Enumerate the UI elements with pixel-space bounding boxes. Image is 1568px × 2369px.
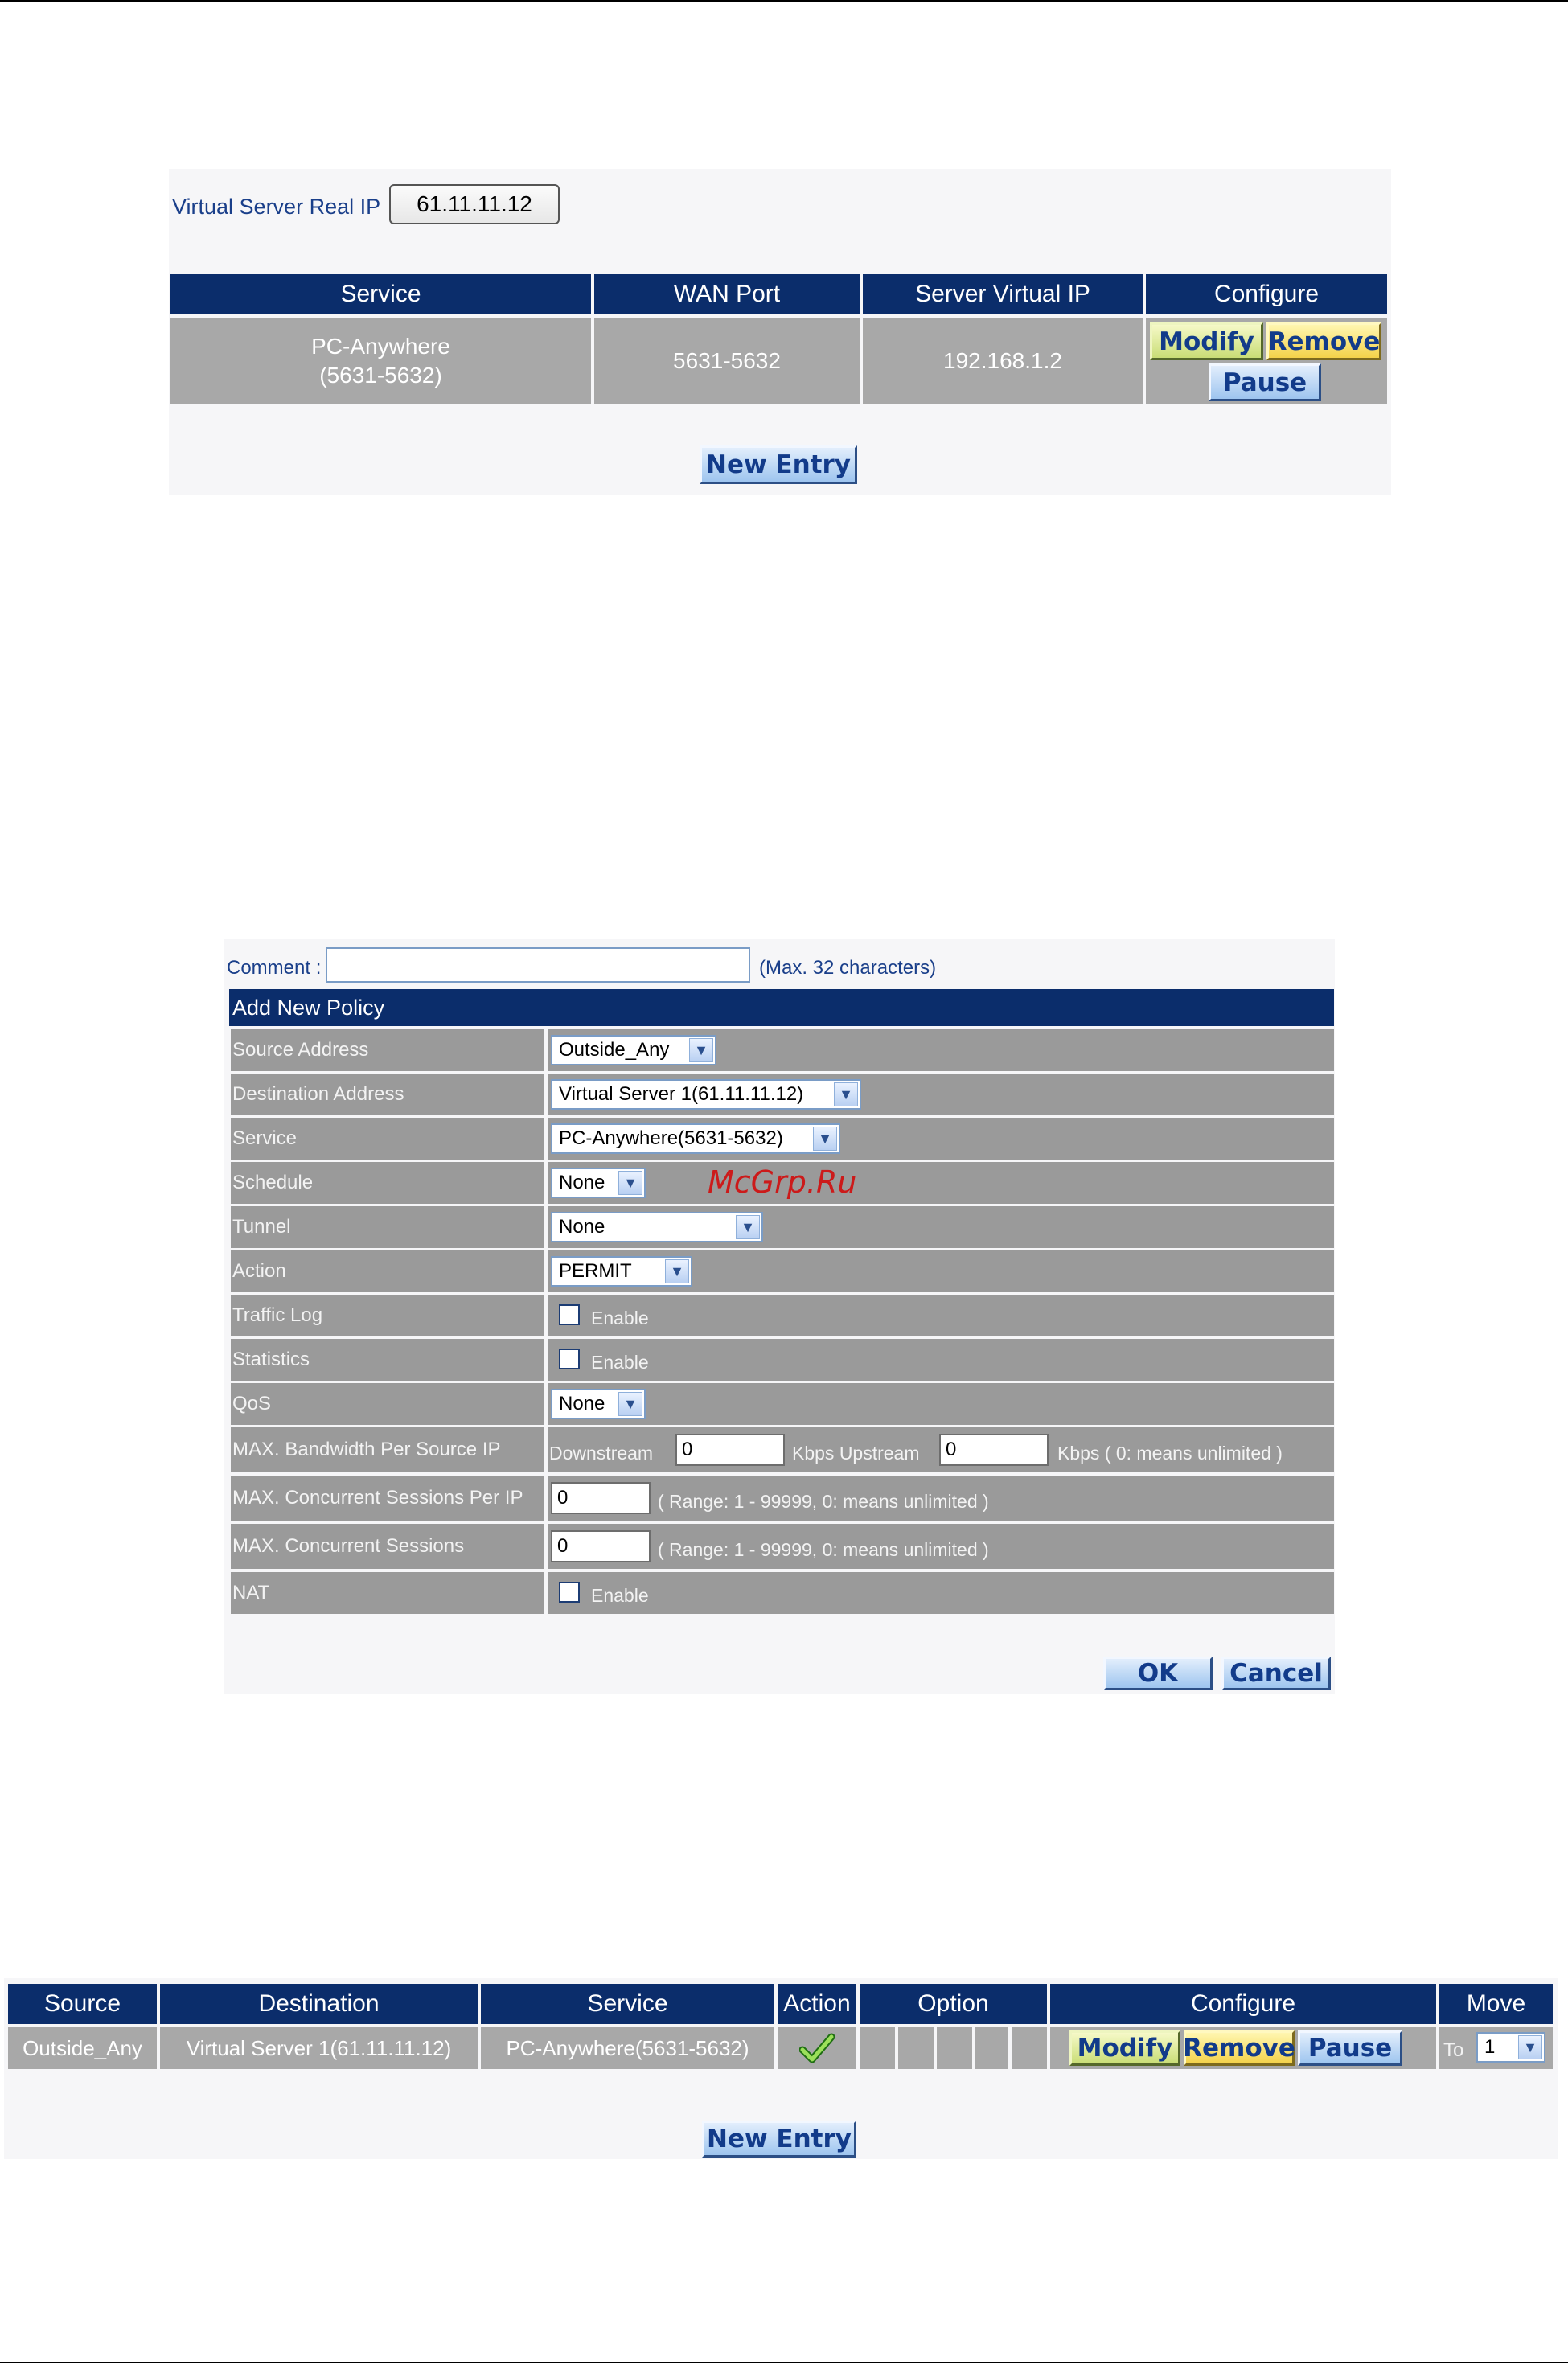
new-entry-button[interactable]: New Entry bbox=[700, 445, 857, 484]
real-ip-button[interactable]: 61.11.11.12 bbox=[389, 184, 560, 224]
header-source: Source bbox=[8, 1984, 157, 2024]
cell-wan-port: 5631-5632 bbox=[594, 318, 860, 404]
header-service: Service bbox=[170, 274, 591, 314]
schedule-label: Schedule bbox=[231, 1162, 544, 1204]
source-address-label: Source Address bbox=[231, 1029, 544, 1071]
header-configure: Configure bbox=[1050, 1984, 1436, 2024]
service-ports: (5631-5632) bbox=[319, 363, 442, 388]
max-sessions-per-ip-input[interactable]: 0 bbox=[551, 1482, 651, 1514]
traffic-log-label: Traffic Log bbox=[231, 1295, 544, 1336]
form-title: Add New Policy bbox=[229, 989, 1334, 1026]
chevron-down-icon: ▼ bbox=[665, 1259, 689, 1283]
option-cell bbox=[937, 2027, 972, 2069]
nat-enable-label: Enable bbox=[591, 1585, 649, 1606]
schedule-select[interactable] bbox=[551, 1168, 646, 1198]
policy-new-entry-button[interactable]: New Entry bbox=[702, 2121, 856, 2158]
move-to-label: To bbox=[1443, 2039, 1464, 2061]
tunnel-select[interactable] bbox=[551, 1212, 763, 1242]
downstream-input[interactable]: 0 bbox=[675, 1434, 785, 1466]
action-select[interactable] bbox=[551, 1256, 692, 1287]
checkmark-icon bbox=[799, 2032, 835, 2064]
chevron-down-icon: ▼ bbox=[834, 1082, 858, 1106]
traffic-log-enable-label: Enable bbox=[591, 1308, 649, 1328]
statistics-row bbox=[548, 1339, 1334, 1381]
header-destination: Destination bbox=[160, 1984, 478, 2024]
header-move: Move bbox=[1439, 1984, 1553, 2024]
header-server-virtual-ip: Server Virtual IP bbox=[863, 274, 1143, 314]
row-service: PC-Anywhere(5631-5632) bbox=[481, 2027, 774, 2069]
max-sessions-per-ip-hint: ( Range: 1 - 99999, 0: means unlimited ) bbox=[658, 1491, 989, 1512]
header-option: Option bbox=[860, 1984, 1047, 2024]
top-rule bbox=[0, 0, 1568, 2]
option-cell bbox=[860, 2027, 895, 2069]
header-wan-port: WAN Port bbox=[594, 274, 860, 314]
service-name: PC-Anywhere bbox=[311, 334, 450, 359]
destination-address-row bbox=[548, 1074, 1334, 1115]
cancel-button[interactable]: Cancel bbox=[1221, 1657, 1331, 1690]
chevron-down-icon: ▼ bbox=[618, 1171, 642, 1195]
option-cell bbox=[975, 2027, 1008, 2069]
qos-value: None bbox=[559, 1393, 605, 1414]
service-select[interactable] bbox=[551, 1123, 840, 1154]
service-value: PC-Anywhere(5631-5632) bbox=[559, 1127, 783, 1149]
max-sessions-hint: ( Range: 1 - 99999, 0: means unlimited ) bbox=[658, 1539, 989, 1560]
move-select[interactable] bbox=[1476, 2032, 1545, 2063]
nat-checkbox[interactable] bbox=[559, 1582, 580, 1603]
watermark: McGrp.Ru bbox=[708, 1164, 857, 1200]
policy-pause-button[interactable]: Pause bbox=[1298, 2030, 1402, 2066]
action-row bbox=[548, 1250, 1334, 1292]
destination-address-value: Virtual Server 1(61.11.11.12) bbox=[559, 1083, 804, 1105]
action-value: PERMIT bbox=[559, 1260, 632, 1282]
nat-row bbox=[548, 1572, 1334, 1614]
comment-input[interactable] bbox=[326, 947, 750, 983]
header-action: Action bbox=[778, 1984, 856, 2024]
statistics-enable-label: Enable bbox=[591, 1352, 649, 1373]
service-label: Service bbox=[231, 1118, 544, 1160]
max-bandwidth-label: MAX. Bandwidth Per Source IP bbox=[231, 1427, 544, 1472]
statistics-label: Statistics bbox=[231, 1339, 544, 1381]
tunnel-row bbox=[548, 1206, 1334, 1248]
chevron-down-icon: ▼ bbox=[736, 1215, 760, 1239]
row-destination: Virtual Server 1(61.11.11.12) bbox=[160, 2027, 478, 2069]
service-row bbox=[548, 1118, 1334, 1160]
bandwidth-hint: Kbps ( 0: means unlimited ) bbox=[1057, 1443, 1283, 1464]
comment-label: Comment : bbox=[227, 957, 322, 979]
statistics-checkbox[interactable] bbox=[559, 1349, 580, 1369]
schedule-row bbox=[548, 1162, 1334, 1204]
qos-row bbox=[548, 1383, 1334, 1425]
max-sessions-input[interactable]: 0 bbox=[551, 1530, 651, 1562]
destination-address-label: Destination Address bbox=[231, 1074, 544, 1115]
header-configure: Configure bbox=[1146, 274, 1387, 314]
cell-service bbox=[170, 318, 591, 404]
policy-remove-button[interactable]: Remove bbox=[1184, 2030, 1295, 2066]
max-sessions-per-ip-label: MAX. Concurrent Sessions Per IP bbox=[231, 1476, 544, 1521]
remove-button[interactable]: Remove bbox=[1266, 322, 1381, 360]
downstream-label: Downstream bbox=[549, 1443, 654, 1464]
chevron-down-icon: ▼ bbox=[618, 1392, 642, 1416]
upstream-label: Kbps Upstream bbox=[792, 1443, 920, 1464]
tunnel-value: None bbox=[559, 1216, 605, 1238]
source-address-select[interactable] bbox=[551, 1035, 716, 1065]
max-sessions-label: MAX. Concurrent Sessions bbox=[231, 1524, 544, 1569]
qos-select[interactable] bbox=[551, 1389, 646, 1419]
max-sessions-row bbox=[548, 1524, 1334, 1569]
chevron-down-icon: ▼ bbox=[1518, 2035, 1542, 2059]
cell-server-virtual-ip: 192.168.1.2 bbox=[863, 318, 1143, 404]
action-label: Action bbox=[231, 1250, 544, 1292]
option-cell bbox=[898, 2027, 934, 2069]
schedule-value: None bbox=[559, 1172, 605, 1193]
qos-label: QoS bbox=[231, 1383, 544, 1425]
nat-label: NAT bbox=[231, 1572, 544, 1614]
destination-address-select[interactable] bbox=[551, 1079, 861, 1110]
modify-button[interactable]: Modify bbox=[1150, 322, 1263, 360]
chevron-down-icon: ▼ bbox=[689, 1038, 713, 1062]
max-bandwidth-row bbox=[548, 1427, 1334, 1472]
real-ip-label: Virtual Server Real IP bbox=[172, 195, 381, 219]
row-action bbox=[778, 2027, 856, 2069]
traffic-log-row bbox=[548, 1295, 1334, 1336]
chevron-down-icon: ▼ bbox=[813, 1127, 837, 1151]
header-service: Service bbox=[481, 1984, 774, 2024]
traffic-log-checkbox[interactable] bbox=[559, 1304, 580, 1325]
option-cell bbox=[1012, 2027, 1047, 2069]
bottom-rule bbox=[0, 2362, 1568, 2363]
upstream-input[interactable]: 0 bbox=[939, 1434, 1049, 1466]
tunnel-label: Tunnel bbox=[231, 1206, 544, 1248]
source-address-row bbox=[548, 1029, 1334, 1071]
source-address-value: Outside_Any bbox=[559, 1039, 670, 1061]
pause-button[interactable]: Pause bbox=[1209, 363, 1321, 401]
policy-modify-button[interactable]: Modify bbox=[1069, 2030, 1180, 2066]
ok-button[interactable]: OK bbox=[1103, 1657, 1213, 1690]
row-source: Outside_Any bbox=[8, 2027, 157, 2069]
max-sessions-per-ip-row bbox=[548, 1476, 1334, 1521]
move-value: 1 bbox=[1484, 2036, 1496, 2058]
comment-hint: (Max. 32 characters) bbox=[759, 957, 937, 979]
